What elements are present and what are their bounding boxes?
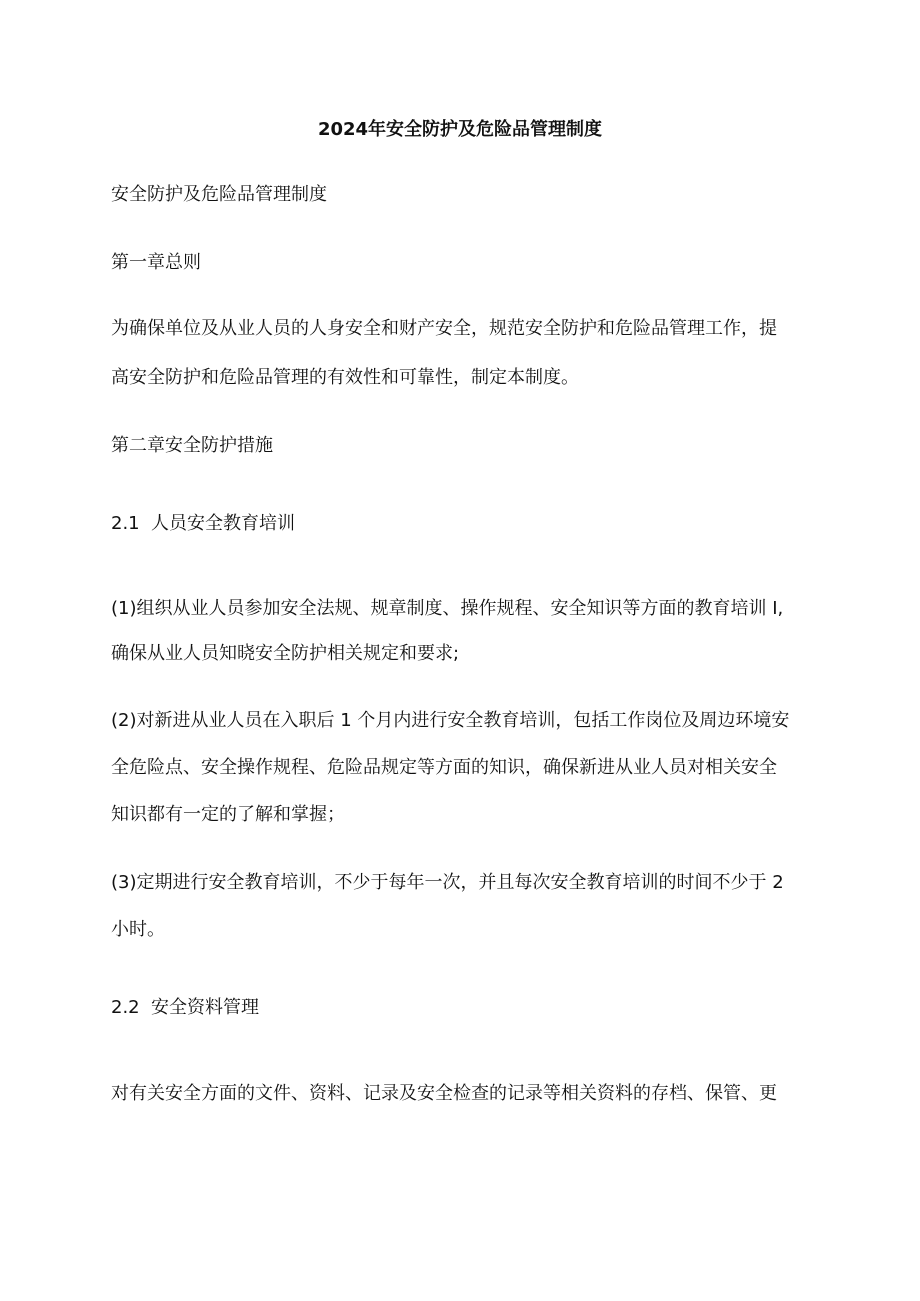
section-2-1-heading <box>111 511 811 537</box>
section-2-2-title: 安全资料管理 <box>151 997 259 1018</box>
document-title: 2024年安全防护及危险品管理制度 <box>317 119 603 140</box>
item-2-line-3: 知识都有一定的了解和掌握； <box>111 804 345 825</box>
chapter1-paragraph-line-2: 高安全防护和危险品管理的有效性和可靠性，制定本制度。 <box>111 367 579 388</box>
chapter1-paragraph-line-1: 为确保单位及从业人员的人身安全和财产安全，规范安全防护和危险品管理工作，提 <box>111 318 777 339</box>
section-2-2-heading <box>111 995 811 1021</box>
chapter1-title: 第一章总则 <box>111 252 201 273</box>
item-2-line-2: 全危险点、安全操作规程、危险品规定等方面的知识，确保新进从业人员对相关安全 <box>111 757 777 778</box>
item-1-line-1: (1)组织从业人员参加安全法规、规章制度、操作规程、安全知识等方面的教育培训 I, <box>111 598 784 619</box>
item-3-line-1: (3)定期进行安全教育培训，不少于每年一次，并且每次安全教育培训的时间不少于 2 <box>111 872 784 893</box>
section-2-2-paragraph-line-1: 对有关安全方面的文件、资料、记录及安全检查的记录等相关资料的存档、保管、更 <box>111 1083 777 1104</box>
item-2-line-1: (2)对新进从业人员在入职后 1 个月内进行安全教育培训，包括工作岗位及周边环境安 <box>111 710 790 731</box>
section-2-1-title: 人员安全教育培训 <box>151 513 295 534</box>
document-heading: 安全防护及危险品管理制度 <box>111 184 327 205</box>
chapter2-title: 第二章安全防护措施 <box>111 435 273 456</box>
item-1-line-2: 确保从业人员知晓安全防护相关规定和要求; <box>111 643 460 664</box>
section-2-1-number: 2.1 <box>111 513 140 534</box>
item-3-line-2: 小时。 <box>111 919 165 940</box>
section-2-2-number: 2.2 <box>111 997 140 1018</box>
